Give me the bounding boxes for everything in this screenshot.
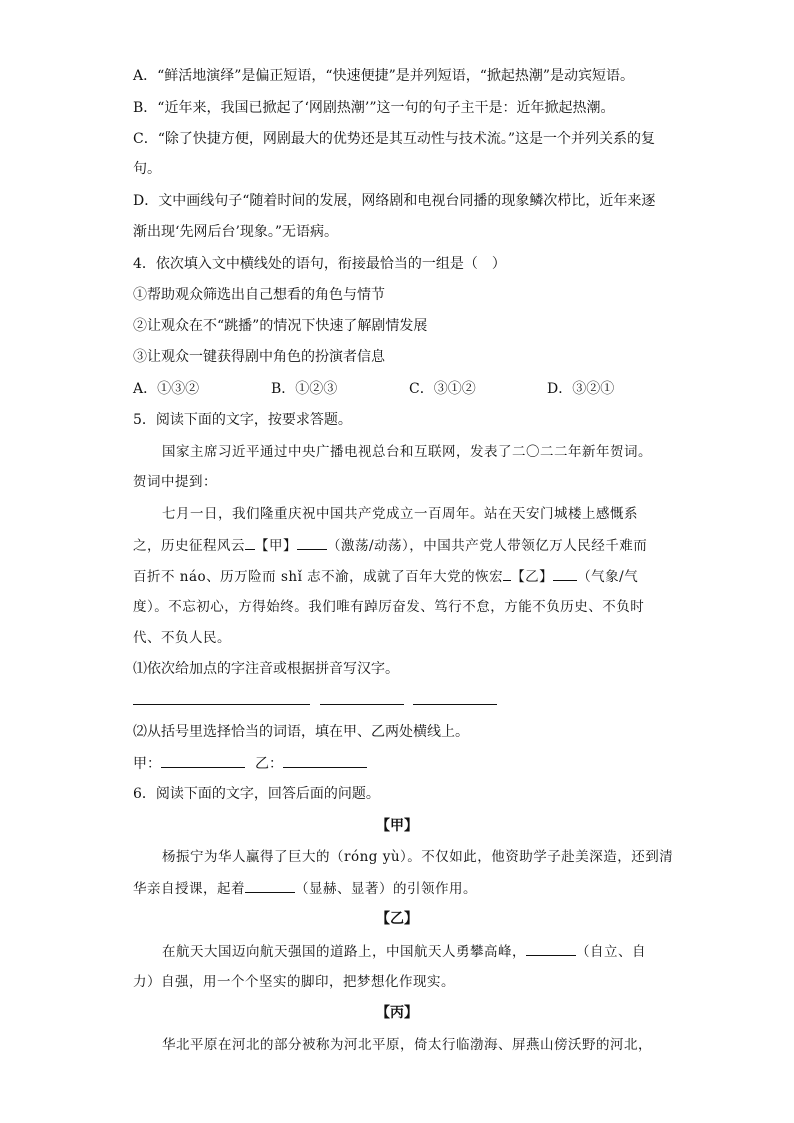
option-a-text: A．“鲜活地演绎”是偏正短语，“快速便捷”是并列短语，“掀起热潮”是动宾短语。 — [133, 68, 635, 84]
passage-line: 度）。不忘初心，方得始终。我们唯有踔厉奋发、笃行不怠，方能不负历史、不负时 — [133, 599, 645, 615]
choice-c[interactable]: C．③①② — [409, 381, 476, 397]
passage-line: 代、不负人民。 — [133, 630, 231, 646]
blank-yi-right — [553, 566, 577, 581]
passage-line: 七月一日，我们隆重庆祝中国共产党成立一百周年。站在天安门城楼上感慨系 — [162, 506, 638, 522]
mark-jia: 【甲】 — [255, 538, 297, 554]
choice-d[interactable]: D．③②① — [547, 381, 615, 397]
passage-line: 百折不 náo、历万险而 shǐ 志不渝，成就了百年大党的恢宏 【乙】 （气象/气 — [133, 566, 638, 587]
q4-item-1: ①帮助观众筛选出自己想看的角色与情节 — [133, 287, 385, 303]
question-5: 5．阅读下面的文字，按要求答题。 — [133, 412, 352, 428]
answer-row-jia-yi: 甲： 乙： — [133, 753, 367, 774]
section-heading-yi: 【乙】 — [376, 911, 418, 927]
mark-yi: 【乙】 — [511, 569, 554, 585]
passage-line: 贺词中提到： — [133, 474, 217, 490]
option-d-text-cont: 渐出现‘先网后台’现象。”无语病。 — [133, 224, 339, 240]
option-d-text: D．文中画线句子“随着时间的发展，网络剧和电视台同播的现象鳞次栉比，近年来逐 — [133, 193, 656, 209]
answer-line-3[interactable] — [320, 704, 404, 705]
answer-yi-blank[interactable] — [283, 753, 367, 768]
passage-line: 在航天大国迈向航天强国的道路上，中国航天人勇攀高峰， （自立、自 — [162, 941, 646, 962]
passage-line: 之，历史征程风云 【甲】 （激荡/动荡），中国共产党人带领亿万人民经千难而 — [133, 535, 647, 556]
blank[interactable] — [245, 878, 295, 893]
passage-line: 华北平原在河北的部分被称为河北平原，倚太行临渤海、屏燕山傍沃野的河北， — [162, 1037, 652, 1053]
section-heading-bing: 【丙】 — [376, 1005, 418, 1021]
q4-choices — [133, 378, 653, 398]
option-c-text: C．“除了快捷方便，网剧最大的优势还是其互动性与技术流。”这是一个并列关系的复 — [133, 131, 656, 147]
option-b-text: B．“近年来，我国已掀起了‘网剧热潮’”这一句的句子主干是：近年掀起热潮。 — [133, 100, 615, 116]
passage-line: 力）自强，用一个个坚实的脚印，把梦想化作现实。 — [133, 974, 455, 990]
blank-yi-left — [503, 566, 511, 581]
blank[interactable] — [526, 941, 576, 956]
question-6: 6．阅读下面的文字，回答后面的问题。 — [133, 786, 380, 802]
question-4: 4．依次填入文中横线处的语句，衔接最恰当的一组是（ ） — [133, 256, 506, 272]
answer-jia-blank[interactable] — [161, 753, 245, 768]
choice-a[interactable]: A．①③② — [133, 381, 200, 397]
q4-item-2: ②让观众在不“跳播”的情况下快速了解剧情发展 — [133, 318, 428, 334]
q4-item-3: ③让观众一键获得剧中角色的扮演者信息 — [133, 349, 385, 365]
subquestion-1: ⑴依次给加点的字注音或根据拼音写汉字。 — [133, 661, 399, 677]
passage-line: 杨振宁为华人赢得了巨大的（róng yù）。不仅如此，他资助学子赴美深造，还到清 — [162, 849, 674, 865]
passage-line: 国家主席习近平通过中央广播电视总台和互联网，发表了二〇二二年新年贺词。 — [162, 444, 652, 460]
subquestion-2: ⑵从括号里选择恰当的词语，填在甲、乙两处横线上。 — [133, 724, 469, 740]
section-heading-jia: 【甲】 — [376, 818, 418, 834]
answer-line-4[interactable] — [413, 704, 497, 705]
answer-line-2[interactable] — [226, 704, 310, 705]
passage-line: 华亲自授课，起着 （显赫、显著）的引领作用。 — [133, 878, 477, 899]
blank-jia-left — [245, 535, 255, 550]
choice-b[interactable]: B．①②③ — [271, 381, 338, 397]
blank-jia-right — [297, 535, 327, 550]
option-c-text-cont: 句。 — [133, 161, 161, 177]
